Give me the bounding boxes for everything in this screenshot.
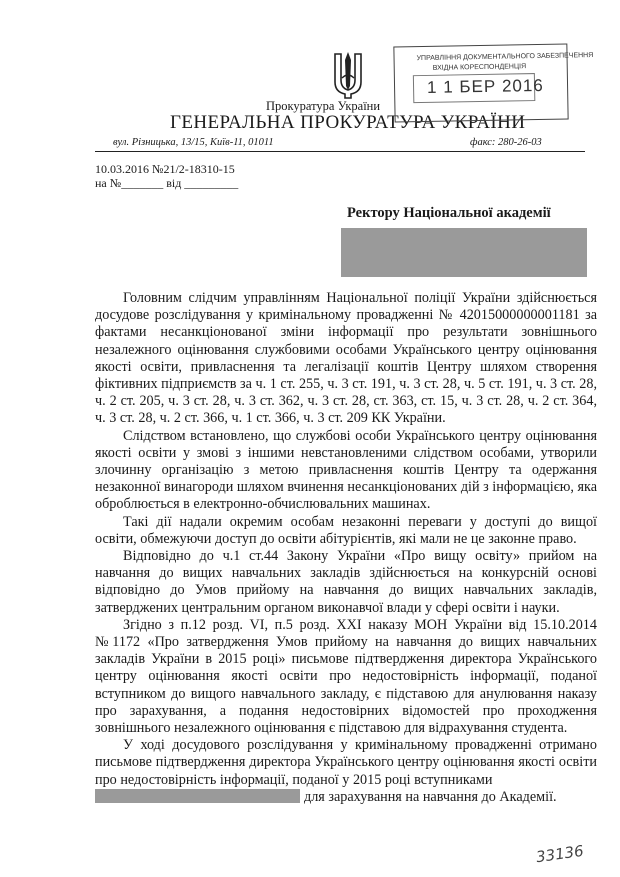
org-address: вул. Різницька, 13/15, Київ-11, 01011 bbox=[113, 137, 274, 148]
body-paragraph: Головним слідчим управлінням Національної поліції України здійснюється досудове розслідування у кримінальному провадженні № 42015000000001181 за фактами несанкціонованої зміни інформації про результати зовнішнього незалежного оцінювання службовими особами Українського центру оцінювання якості освіти, привласнення та легалізації коштів Центру шляхом створення фіктивних підприємств за ч. 1 ст. 255, ч. 3 ст. 191, ч. 3 ст. 28, ч. 5 ст. 191, ч. 3 ст. 28, ч. 2 ст. 205, ч. 3 ст. 28, ч. 3 ст. 362, ч. 3 ст. 28, ст. 363, ст. 15, ч. 3 ст. 28, ч. 2 ст. 364, ч. 3 ст. 28, ч. 2 ст. 366, ч. 1 ст. 366, ч. 3 ст. 209 КК України. bbox=[95, 290, 597, 427]
incoming-reference: на №_______ від _________ bbox=[95, 176, 239, 190]
body-paragraph: Такі дії надали окремим особам незаконні переваги у доступі до вищої освіти, обмежуючи доступ до освіти абітурієнтів, які мали не це законне право. bbox=[95, 513, 597, 547]
redacted-student-names bbox=[95, 789, 300, 803]
stamp-date: 1 1 БЕР 2016 bbox=[426, 75, 544, 97]
header-divider bbox=[95, 151, 585, 152]
registry-stamp bbox=[393, 43, 594, 122]
org-name-big: ГЕНЕРАЛЬНА ПРОКУРАТУРА УКРАЇНИ bbox=[170, 112, 526, 133]
body-paragraph: Згідно з п.12 розд. VI, п.5 розд. XXI наказу МОН України від 15.10.2014 №1172 «Про затвердження Умов прийому на навчання до вищих навчальних закладів України в 2015 році» письмове підтвердження директора Українського центру оцінювання якості освіти про недостовірність інформації, поданої вступником до вищого навчального закладу, є підставою для анулювання наказу про зарахування, а подання недостовірних відомостей про проходження зовнішнього незалежного оцінювання є підставою для відрахування студента. bbox=[95, 616, 597, 737]
org-fax: факс: 280-26-03 bbox=[470, 137, 542, 148]
addressee: Ректору Національної академії bbox=[347, 205, 551, 221]
handwritten-number: 33136 bbox=[534, 841, 585, 867]
outgoing-reference: 10.03.2016 №21/2-18310-15 bbox=[95, 162, 235, 176]
redacted-addressee-name bbox=[341, 228, 587, 277]
body-paragraph: Слідством встановлено, що службові особи Українського центру оцінювання якості освіти у змові з іншими невстановленими слідством особами, утворили злочинну організацію з метою привласнення коштів Центру та одержання незаконної винагороди шляхом вчинення несанкціонованих дій з інформацією, яка оброблюється в електронно-обчислювальних машинах. bbox=[95, 427, 597, 513]
body-paragraph: У ході досудового розслідування у кримінальному провадженні отримано письмове підтвердження директора Українського центру оцінювання якості освіти про недостовірність інформації, поданої у 2015 році вступниками bbox=[95, 737, 597, 788]
letter-body bbox=[95, 290, 597, 806]
trident-icon bbox=[331, 50, 365, 100]
stamp-line-1: УПРАВЛІННЯ ДОКУМЕНТАЛЬНОГО ЗАБЕЗПЕЧЕННЯ bbox=[416, 52, 594, 63]
stamp-line-2: ВХІДНА КОРЕСПОНДЕНЦІЯ bbox=[432, 63, 527, 72]
body-paragraph: Відповідно до ч.1 ст.44 Закону України «Про вищу освіту» прийом на навчання до вищих навчальних закладів здійснюється на конкурсній основі відповідно до Умов прийому на навчання до вищих навчальних закладів, затверджених центральним органом виконавчої влади у сфері освіти і науки. bbox=[95, 548, 597, 616]
org-name-small: Прокуратура України bbox=[265, 99, 381, 113]
body-paragraph-tail bbox=[95, 789, 597, 806]
body-tail-text: для зарахування на навчання до Академії. bbox=[304, 788, 557, 805]
